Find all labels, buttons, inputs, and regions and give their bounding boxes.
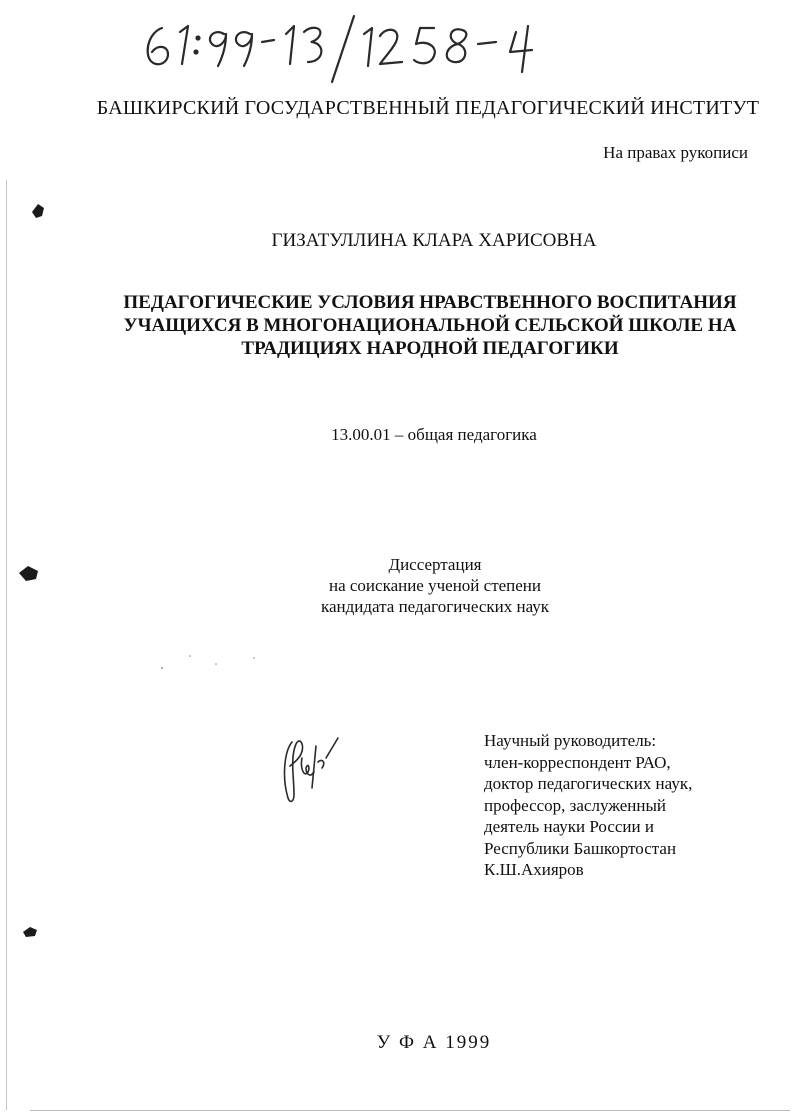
title-line: ПЕДАГОГИЧЕСКИЕ УСЛОВИЯ НРАВСТВЕННОГО ВОСПИТАНИЯ xyxy=(123,292,737,313)
author-name: ГИЗАТУЛЛИНА КЛАРА ХАРИСОВНА xyxy=(271,230,597,251)
supervisor-line: доктор педагогических наук, xyxy=(484,774,693,793)
supervisor-line: член-корреспондент РАО, xyxy=(484,752,671,772)
title-line: ТРАДИЦИЯХ НАРОДНОЙ ПЕДАГОГИКИ xyxy=(241,338,619,359)
ink-blot-icon xyxy=(28,200,50,222)
supervisor-line: Научный руководитель: xyxy=(484,731,657,750)
ink-blot-icon xyxy=(16,563,42,585)
specialty-code: 13.00.01 – общая педагогика xyxy=(331,425,537,444)
handwritten-archive-number xyxy=(140,6,580,86)
rights-note: На правах рукописи xyxy=(603,143,748,162)
degree-line: на соискание ученой степени xyxy=(328,576,542,595)
supervisor-line: профессор, заслуженный xyxy=(484,795,667,815)
dissertation-title xyxy=(90,291,770,360)
supervisor-name: К.Ш.Ахияров xyxy=(484,860,584,879)
signature-mark xyxy=(278,728,348,808)
scan-specks xyxy=(150,650,270,680)
scan-edge-bottom xyxy=(30,1110,790,1111)
degree-line: Диссертация xyxy=(388,555,482,574)
institute-name: БАШКИРСКИЙ ГОСУДАРСТВЕННЫЙ ПЕДАГОГИЧЕСКИЙ ИНСТИТУТ xyxy=(96,97,760,119)
city-and-year: У Ф А 1999 xyxy=(376,1032,492,1053)
supervisor-line: Республики Башкортостан xyxy=(484,838,677,858)
degree-line: кандидата педагогических наук xyxy=(320,597,550,616)
title-line: УЧАЩИХСЯ В МНОГОНАЦИОНАЛЬНОЙ СЕЛЬСКОЙ ШКОЛЕ НА xyxy=(123,315,737,336)
supervisor-block xyxy=(484,730,784,881)
scan-edge-left xyxy=(6,180,7,1110)
supervisor-line: деятель науки России и xyxy=(484,817,654,836)
ink-blot-icon xyxy=(20,924,40,940)
degree-statement xyxy=(270,554,600,617)
